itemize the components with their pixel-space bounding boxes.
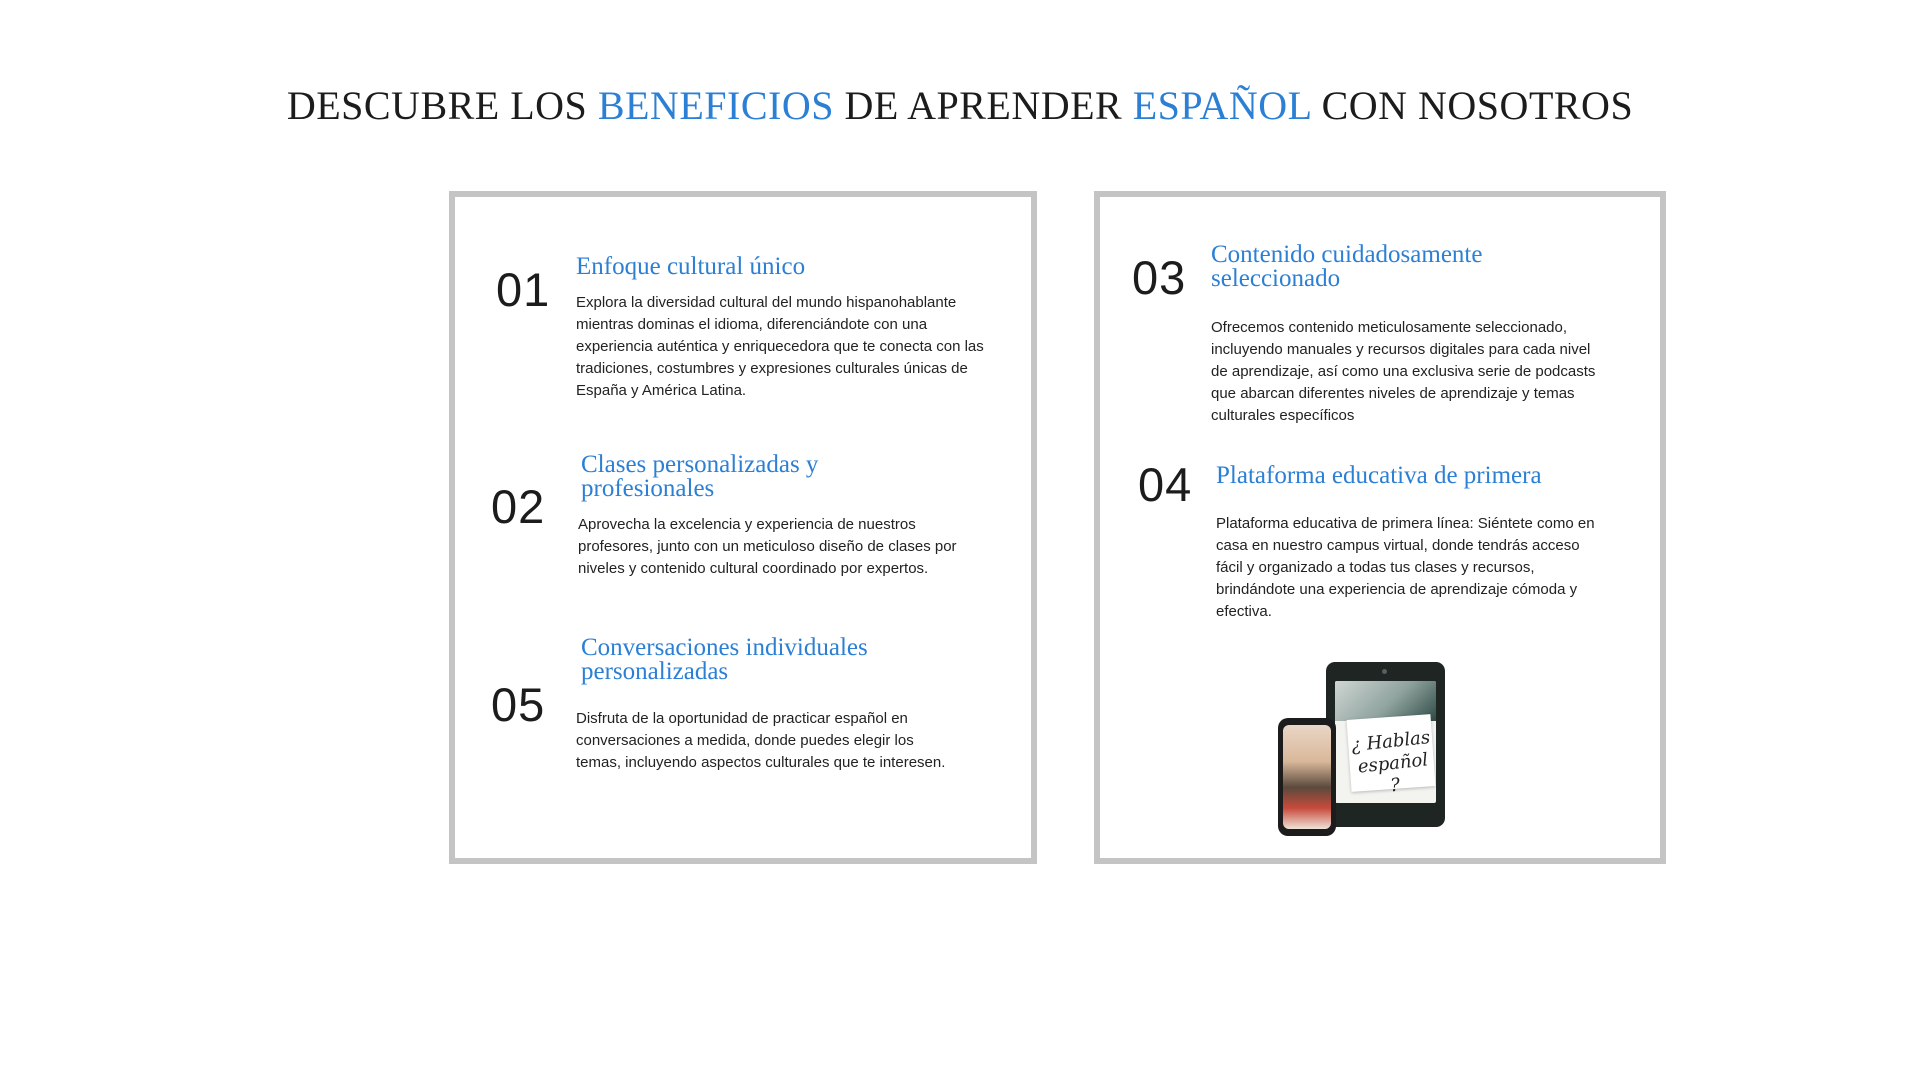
- title-highlight-spanish: ESPAÑOL: [1132, 83, 1312, 128]
- benefit-heading-02: Clases personalizadas y profesionales: [581, 451, 819, 502]
- benefits-panel-left: [449, 191, 1037, 864]
- benefit-heading-04: Plataforma educativa de primera: [1216, 462, 1542, 489]
- benefit-number-04: 04: [1138, 458, 1193, 511]
- page-title: [0, 82, 1920, 129]
- title-highlight-benefits: BENEFICIOS: [597, 83, 834, 128]
- benefit-text-01: Explora la diversidad cultural del mundo hispanohablante mientras dominas el idioma, diferenciándote con una experiencia auténtica y enriquecedora que te conecta con las tradiciones, costumbres y expresiones culturales únicas de España y América Latina.: [576, 294, 984, 399]
- benefit-number-01: 01: [496, 263, 551, 316]
- tablet-screen: [1335, 681, 1436, 803]
- benefit-text-02: Aprovecha la excelencia y experiencia de nuestros profesores, junto con un meticuloso diseño de clases por niveles y contenido cultural coordinado por expertos.: [578, 516, 957, 577]
- tablet-camera: [1382, 669, 1387, 674]
- phone-icon: [1278, 718, 1336, 836]
- benefit-text-05: Disfruta de la oportunidad de practicar español en conversaciones a medida, donde puedes elegir los temas, incluyendo aspectos culturales que te interesen.: [576, 710, 946, 771]
- benefit-number-02: 02: [491, 480, 546, 533]
- benefit-heading-01: Enfoque cultural único: [576, 253, 806, 280]
- title-part-2: DE APRENDER: [833, 83, 1133, 128]
- benefit-text-03: Ofrecemos contenido meticulosamente seleccionado, incluyendo manuales y recursos digitales para cada nivel de aprendizaje, así como una exclusiva serie de podcasts que abarcan diferentes niveles de aprendizaje y temas culturales específicos: [1211, 319, 1596, 424]
- phone-screen-photo: [1283, 725, 1331, 829]
- tablet-icon: [1326, 662, 1445, 827]
- title-part-3: CON NOSOTROS: [1311, 83, 1634, 128]
- benefit-heading-03: Contenido cuidadosamente seleccionado: [1211, 241, 1483, 292]
- benefit-number-05: 05: [491, 678, 546, 731]
- benefit-text-04: Plataforma educativa de primera línea: Siéntete como en casa en nuestro campus virtual, donde tendrás acceso fácil y organizado a todas tus clases y recursos, brindándote una experiencia de aprendizaje cómoda y efectiva.: [1216, 515, 1595, 620]
- title-part-1: DESCUBRE LOS: [286, 83, 598, 128]
- benefit-heading-05: Conversaciones individuales personalizadas: [581, 634, 868, 685]
- devices-illustration: [1278, 662, 1448, 838]
- sign-text: ¿ Hablas español ?: [1350, 727, 1432, 797]
- benefit-number-03: 03: [1132, 251, 1187, 304]
